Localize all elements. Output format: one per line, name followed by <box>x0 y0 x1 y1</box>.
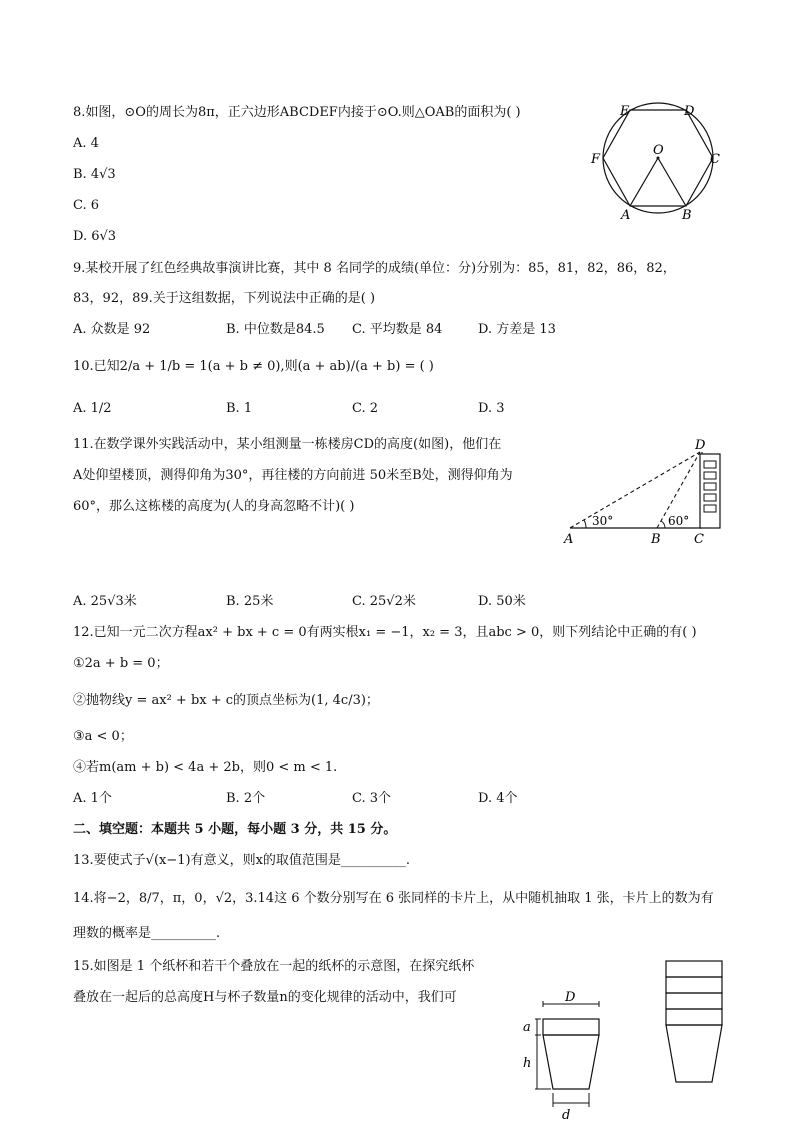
q11-option-d: D. 50米 <box>478 594 526 609</box>
stacked-cups-figure <box>660 958 730 1088</box>
building <box>700 454 720 528</box>
q11-option-b: B. 25米 <box>226 594 274 609</box>
q12-option-a: A. 1个 <box>73 791 112 806</box>
q9-option-b: B. 中位数是84.5 <box>226 322 325 337</box>
label-f: F <box>591 152 601 167</box>
q11-line3: 60°，那么这栋楼的高度为(人的身高忽略不计)( ) <box>73 499 355 514</box>
q12-statement-3: ③a < 0； <box>73 729 133 744</box>
q14-line1: 14.将−2，8/7，π，0，√2，3.14这 6 个数分别写在 6 张同样的卡片上，从中随机抽取 1 张，卡片上的数为有 <box>73 891 714 906</box>
q13-stem: 13.要使式子√(x−1)有意义，则x的取值范围是__________. <box>73 853 411 868</box>
q10-option-d: D. 3 <box>478 401 505 416</box>
q10-option-b: B. 1 <box>226 401 253 416</box>
q8-option-d: D. 6√3 <box>73 229 117 244</box>
q11-option-a: A. 25√3米 <box>73 594 137 609</box>
q9-option-d: D. 方差是 13 <box>478 322 556 337</box>
label-small-d: d <box>562 1108 571 1123</box>
q8-option-c: C. 6 <box>73 198 100 213</box>
q12-statement-2: ②抛物线y = ax² + bx + c的顶点坐标为(1, 4c/3)； <box>73 693 379 708</box>
q8-option-a: A. 4 <box>73 136 99 151</box>
label-d: D <box>684 104 695 119</box>
label-a: a <box>523 1020 531 1035</box>
q15-line1: 15.如图是 1 个纸杯和若干个叠放在一起的纸杯的示意图，在探究纸杯 <box>73 959 475 974</box>
label-b: B <box>651 532 661 547</box>
label-a: A <box>564 532 574 547</box>
q12-option-c: C. 3个 <box>352 791 392 806</box>
label-cap-d: D <box>565 990 576 1005</box>
label-a: A <box>621 208 631 223</box>
label-e: E <box>620 104 630 119</box>
q10-option-c: C. 2 <box>352 401 379 416</box>
q9-option-a: A. 众数是 92 <box>73 322 151 337</box>
q12-statement-1: ①2a + b = 0； <box>73 656 169 671</box>
q10-stem: 10.已知2/a + 1/b = 1(a + b ≠ 0),则(a + ab)/(a + b) = ( ) <box>73 359 434 374</box>
label-b: B <box>682 208 692 223</box>
cup-rim <box>543 1019 599 1035</box>
q12-option-b: B. 2个 <box>226 791 266 806</box>
cup-body <box>543 1035 599 1089</box>
label-c: C <box>710 152 720 167</box>
q11-line2: A处仰望楼顶，测得仰角为30°，再往楼的方向前进 50米至B处，测得仰角为 <box>73 468 513 483</box>
label-o: O <box>653 143 664 158</box>
stacked-cup-body <box>666 1025 722 1082</box>
q9-option-c: C. 平均数是 84 <box>352 322 443 337</box>
label-c: C <box>694 532 704 547</box>
single-cup-figure <box>515 990 615 1123</box>
q9-line1: 9.某校开展了红色经典故事演讲比赛，其中 8 名同学的成绩(单位：分)分别为：85，81，82，86，82， <box>73 261 676 276</box>
label-d: D <box>695 438 706 453</box>
q10-option-a: A. 1/2 <box>73 401 112 416</box>
q8-stem: 8.如图，⊙O的周长为8π，正六边形ABCDEF内接于⊙O.则△OAB的面积为( ) <box>73 105 521 120</box>
segment-oa <box>630 158 658 206</box>
q12-option-d: D. 4个 <box>478 791 518 806</box>
q15-line2: 叠放在一起后的总高度H与杯子数量n的变化规律的活动中，我们可 <box>73 990 457 1005</box>
q11-line1: 11.在数学课外实践活动中，某小组测量一栋楼房CD的高度(如图)，他们在 <box>73 437 502 452</box>
q8-option-b: B. 4√3 <box>73 167 116 182</box>
label-h: h <box>523 1056 532 1071</box>
q12-statement-4: ④若m(am + b) < 4a + 2b，则0 < m < 1. <box>73 760 338 775</box>
section-heading: 二、填空题：本题共 5 小题，每小题 3 分，共 15 分。 <box>73 822 397 837</box>
q12-stem: 12.已知一元二次方程ax² + bx + c = 0有两实根x₁ = −1，x₂ = 3，且abc > 0，则下列结论中正确的有( ) <box>73 625 697 640</box>
angle-60: 60° <box>668 514 690 528</box>
q9-line2: 83，92，89.关于这组数据，下列说法中正确的是( ) <box>73 291 376 306</box>
q14-line2: 理数的概率是__________. <box>73 926 221 941</box>
angle-30: 30° <box>592 514 614 528</box>
building-figure <box>562 436 728 548</box>
segment-ob <box>658 158 686 206</box>
hexagon-figure <box>588 100 728 225</box>
q11-option-c: C. 25√2米 <box>352 594 416 609</box>
